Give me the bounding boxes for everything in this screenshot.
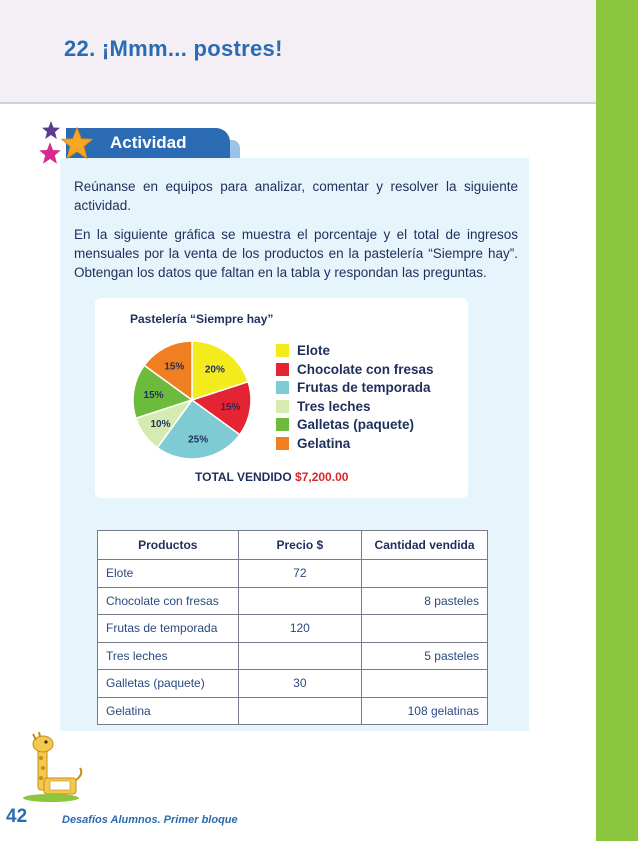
total-value: $7,200.00: [295, 470, 349, 484]
legend-item: [276, 379, 431, 396]
cell-producto: Chocolate con fresas: [98, 587, 239, 615]
cell-precio: 120: [238, 615, 362, 643]
cell-precio: 30: [238, 670, 362, 698]
table-header-row: [98, 531, 488, 560]
legend-item: [276, 435, 350, 452]
magenta-star-icon: [38, 141, 62, 165]
legend-swatch: [276, 418, 289, 431]
cell-cantidad: 8 pasteles: [362, 587, 488, 615]
legend-swatch: [276, 363, 289, 376]
legend-label: Gelatina: [297, 435, 351, 451]
cell-producto: Gelatina: [98, 697, 239, 725]
legend-item: [276, 361, 434, 378]
chart-title: Pastelería “Siempre hay”: [130, 312, 274, 326]
legend-label: Galletas (paquete): [297, 417, 415, 432]
header-cantidad: Cantidad vendida: [362, 531, 488, 560]
legend-swatch: [276, 437, 289, 450]
legend-label: Tres leches: [297, 398, 371, 414]
cell-producto: Tres leches: [98, 642, 239, 670]
pie-slice-label: 15%: [143, 389, 164, 401]
activity-tab-shadow: [230, 140, 240, 158]
instruction-paragraph-2: En la siguiente gráfica se muestra el porcentaje y el total de ingresos mensuales por la venta de los productos en la pastelería “Siempre hay”. Obtengan los datos que faltan en la tabla y respondan las preguntas.: [74, 227, 518, 280]
legend-item: [276, 398, 371, 415]
lesson-title: 22. ¡Mmm... postres!: [64, 36, 283, 61]
cell-producto: Galletas (paquete): [98, 670, 239, 698]
cell-precio: [238, 697, 362, 725]
cell-producto: Elote: [98, 560, 239, 588]
legend-item: [276, 416, 414, 433]
legend-label: Chocolate con fresas: [297, 361, 434, 377]
sales-table: [97, 530, 488, 725]
giraffe-mascot-icon: [16, 732, 86, 804]
total-label: TOTAL VENDIDO: [195, 470, 292, 484]
cell-precio: [238, 587, 362, 615]
legend-item: [276, 342, 330, 359]
instruction-paragraph-1: Reúnanse en equipos para analizar, comentar y resolver la siguiente actividad.: [74, 179, 518, 213]
footer-book-title: Desafíos Alumnos. Primer bloque: [62, 814, 238, 826]
pie-slice-label: 15%: [164, 361, 185, 373]
pie-slice-label: 10%: [150, 418, 171, 430]
activity-label: Actividad: [110, 133, 187, 152]
cell-precio: [238, 642, 362, 670]
table-row: [98, 642, 488, 670]
chart-total: [195, 470, 348, 484]
pie-chart: [125, 340, 260, 465]
cell-producto: Frutas de temporada: [98, 615, 239, 643]
cell-cantidad: [362, 670, 488, 698]
legend-swatch: [276, 344, 289, 357]
table-row: [98, 587, 488, 615]
cell-cantidad: 5 pasteles: [362, 642, 488, 670]
header-precio: Precio $: [238, 531, 362, 560]
cell-cantidad: 108 gelatinas: [362, 697, 488, 725]
page-number: 42: [6, 806, 28, 827]
side-color-strip: [596, 0, 638, 841]
purple-star-icon: [41, 120, 61, 140]
legend-label: Frutas de temporada: [297, 380, 431, 395]
legend-swatch: [276, 381, 289, 394]
table-row: [98, 670, 488, 698]
table-row: [98, 615, 488, 643]
cell-cantidad: [362, 560, 488, 588]
legend-swatch: [276, 400, 289, 413]
cell-precio: 72: [238, 560, 362, 588]
cell-cantidad: [362, 615, 488, 643]
gold-star-icon: [60, 126, 94, 160]
pie-slice-label: 25%: [188, 434, 209, 446]
pie-slice-label: 15%: [220, 402, 241, 414]
pie-slice-label: 20%: [204, 364, 225, 376]
table-row: [98, 560, 488, 588]
legend-label: Elote: [297, 343, 331, 358]
table-row: [98, 697, 488, 725]
header-productos: Productos: [98, 531, 239, 560]
